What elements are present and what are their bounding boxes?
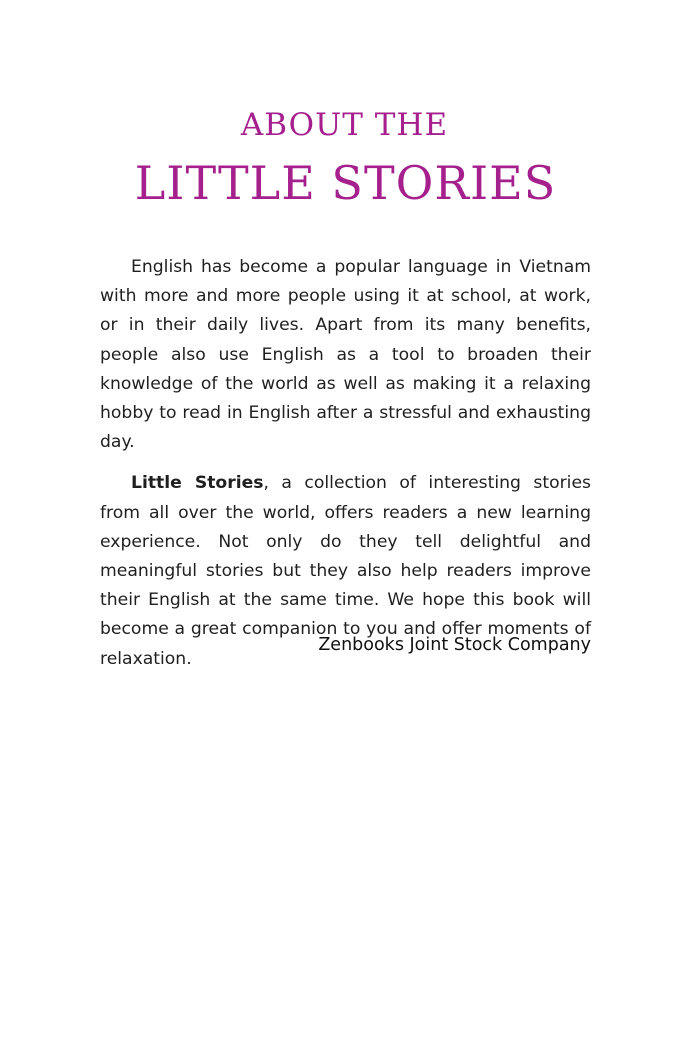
page-title-line-1: ABOUT THE	[240, 107, 449, 143]
publisher-signature: Zenbooks Joint Stock Company	[318, 635, 591, 655]
paragraph-1	[100, 253, 591, 457]
paragraph-2-text: , a collection of interesting stories from all over the world, offers readers a new learning experience. Not only do they tell delightful and meaningful stories but they also help readers improve their English at the same time. We hope this book will become a great companion to you and offer moments of relaxation.	[100, 473, 591, 669]
paragraph-1-text: English has become a popular language in Vietnam with more and more people using it at school, at work, or in their daily lives. Apart from its many benefits, people also use English as a tool to broaden their knowledge of the world as well as making it a relaxing hobby to read in English after a stressful and exhausting day.	[100, 257, 591, 453]
book-title-bold: Little Stories	[131, 473, 264, 494]
body-text	[100, 253, 591, 686]
page-title-line-2: LITTLE STORIES	[134, 156, 557, 210]
